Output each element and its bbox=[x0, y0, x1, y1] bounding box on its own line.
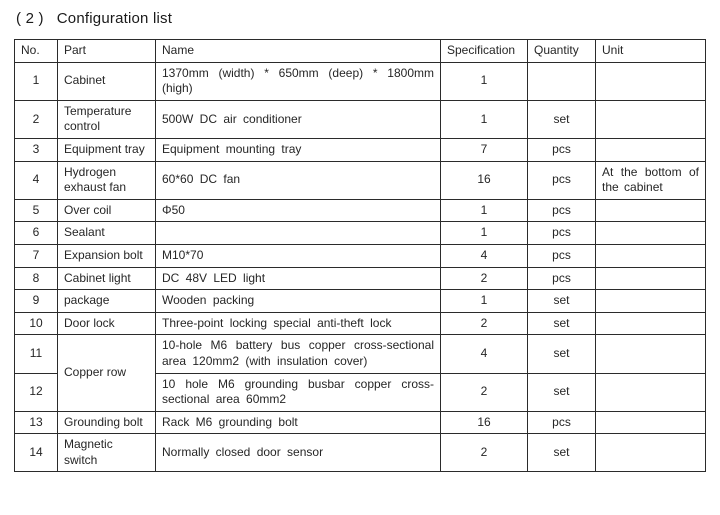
cell-qty: set bbox=[528, 335, 596, 373]
cell-spec: 1 bbox=[441, 62, 528, 100]
cell-part: Cabinet light bbox=[58, 267, 156, 290]
cell-qty: pcs bbox=[528, 222, 596, 245]
cell-part: Grounding bolt bbox=[58, 411, 156, 434]
cell-spec: 2 bbox=[441, 434, 528, 472]
column-header-name: Name bbox=[156, 40, 441, 63]
cell-no: 9 bbox=[15, 290, 58, 313]
cell-unit bbox=[596, 411, 706, 434]
cell-name: Wooden packing bbox=[156, 290, 441, 313]
cell-name: Equipment mounting tray bbox=[156, 138, 441, 161]
cell-unit bbox=[596, 222, 706, 245]
cell-spec: 1 bbox=[441, 290, 528, 313]
cell-no: 13 bbox=[15, 411, 58, 434]
configuration-table bbox=[14, 39, 706, 472]
cell-unit bbox=[596, 373, 706, 411]
cell-no: 1 bbox=[15, 62, 58, 100]
cell-name: DC 48V LED light bbox=[156, 267, 441, 290]
cell-unit: At the bottom of the cabinet bbox=[596, 161, 706, 199]
cell-spec: 2 bbox=[441, 312, 528, 335]
cell-part: Sealant bbox=[58, 222, 156, 245]
column-header-specification: Specification bbox=[441, 40, 528, 63]
column-header-unit: Unit bbox=[596, 40, 706, 63]
cell-unit bbox=[596, 312, 706, 335]
cell-spec: 1 bbox=[441, 222, 528, 245]
cell-name: Three-point locking special anti-theft lock bbox=[156, 312, 441, 335]
cell-qty: set bbox=[528, 100, 596, 138]
table-row bbox=[15, 222, 706, 245]
cell-no: 5 bbox=[15, 199, 58, 222]
cell-spec: 16 bbox=[441, 411, 528, 434]
cell-qty: pcs bbox=[528, 199, 596, 222]
cell-spec: 4 bbox=[441, 335, 528, 373]
cell-spec: 2 bbox=[441, 373, 528, 411]
table-row bbox=[15, 244, 706, 267]
table-row bbox=[15, 434, 706, 472]
cell-part: Hydrogen exhaust fan bbox=[58, 161, 156, 199]
cell-no: 7 bbox=[15, 244, 58, 267]
table-body bbox=[15, 62, 706, 472]
cell-spec: 1 bbox=[441, 100, 528, 138]
cell-spec: 2 bbox=[441, 267, 528, 290]
cell-part: Magnetic switch bbox=[58, 434, 156, 472]
cell-name: Normally closed door sensor bbox=[156, 434, 441, 472]
table-header-row bbox=[15, 40, 706, 63]
cell-no: 6 bbox=[15, 222, 58, 245]
cell-name: 60*60 DC fan bbox=[156, 161, 441, 199]
cell-spec: 7 bbox=[441, 138, 528, 161]
column-header-quantity: Quantity bbox=[528, 40, 596, 63]
cell-qty: pcs bbox=[528, 411, 596, 434]
cell-qty: pcs bbox=[528, 161, 596, 199]
cell-part: Expansion bolt bbox=[58, 244, 156, 267]
table-row bbox=[15, 267, 706, 290]
cell-no: 12 bbox=[15, 373, 58, 411]
table-row bbox=[15, 312, 706, 335]
cell-name: 1370mm (width) * 650mm (deep) * 1800mm (high) bbox=[156, 62, 441, 100]
cell-no: 8 bbox=[15, 267, 58, 290]
table-row bbox=[15, 199, 706, 222]
cell-part: package bbox=[58, 290, 156, 313]
cell-part: Cabinet bbox=[58, 62, 156, 100]
cell-unit bbox=[596, 138, 706, 161]
cell-part: Temperature control bbox=[58, 100, 156, 138]
cell-name: M10*70 bbox=[156, 244, 441, 267]
cell-unit bbox=[596, 267, 706, 290]
cell-spec: 1 bbox=[441, 199, 528, 222]
table-row bbox=[15, 138, 706, 161]
cell-unit bbox=[596, 434, 706, 472]
cell-qty bbox=[528, 62, 596, 100]
cell-qty: pcs bbox=[528, 138, 596, 161]
cell-part: Door lock bbox=[58, 312, 156, 335]
cell-name: Φ50 bbox=[156, 199, 441, 222]
cell-no: 3 bbox=[15, 138, 58, 161]
page-title: ( 2 ) Configuration list bbox=[16, 10, 173, 27]
table-row bbox=[15, 335, 706, 373]
table-row bbox=[15, 62, 706, 100]
cell-spec: 4 bbox=[441, 244, 528, 267]
cell-name: 10 hole M6 grounding busbar copper cross-sectional area 60mm2 bbox=[156, 373, 441, 411]
cell-name: 10-hole M6 battery bus copper cross-sectional area 120mm2 (with insulation cover) bbox=[156, 335, 441, 373]
cell-qty: pcs bbox=[528, 267, 596, 290]
cell-no: 11 bbox=[15, 335, 58, 373]
cell-no: 14 bbox=[15, 434, 58, 472]
cell-unit bbox=[596, 62, 706, 100]
cell-name: Rack M6 grounding bolt bbox=[156, 411, 441, 434]
cell-name bbox=[156, 222, 441, 245]
cell-no: 2 bbox=[15, 100, 58, 138]
table-row bbox=[15, 100, 706, 138]
cell-qty: set bbox=[528, 434, 596, 472]
column-header-part: Part bbox=[58, 40, 156, 63]
cell-unit bbox=[596, 244, 706, 267]
cell-qty: set bbox=[528, 373, 596, 411]
cell-unit bbox=[596, 199, 706, 222]
cell-part: Copper row bbox=[58, 335, 156, 411]
table-row bbox=[15, 411, 706, 434]
cell-unit bbox=[596, 100, 706, 138]
table-row bbox=[15, 290, 706, 313]
cell-part: Over coil bbox=[58, 199, 156, 222]
table-row bbox=[15, 161, 706, 199]
cell-name: 500W DC air conditioner bbox=[156, 100, 441, 138]
cell-unit bbox=[596, 335, 706, 373]
cell-qty: set bbox=[528, 290, 596, 313]
cell-spec: 16 bbox=[441, 161, 528, 199]
cell-qty: set bbox=[528, 312, 596, 335]
cell-part: Equipment tray bbox=[58, 138, 156, 161]
cell-no: 10 bbox=[15, 312, 58, 335]
column-header-no-: No. bbox=[15, 40, 58, 63]
cell-unit bbox=[596, 290, 706, 313]
cell-no: 4 bbox=[15, 161, 58, 199]
cell-qty: pcs bbox=[528, 244, 596, 267]
